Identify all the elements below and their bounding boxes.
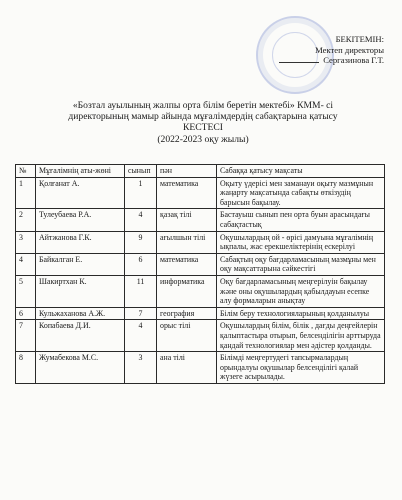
cell-teacher-name: Қолғанат А. xyxy=(36,177,125,209)
cell-class: 4 xyxy=(125,209,157,231)
approval-name: Сергазинова Г.Т. xyxy=(323,55,384,65)
table-row xyxy=(16,209,385,231)
cell-subject: информатика xyxy=(157,275,217,307)
cell-class: 4 xyxy=(125,320,157,352)
cell-teacher-name: Жумабекова М.С. xyxy=(36,352,125,384)
cell-teacher-name: Айтжанова Г.К. xyxy=(36,231,125,253)
cell-subject: математика xyxy=(157,253,217,275)
cell-subject: ана тілі xyxy=(157,352,217,384)
cell-purpose: Сабақтың оқу бағдарламасының мазмұны мен оқу мақсаттарына сәйкестігі xyxy=(217,253,385,275)
table-row xyxy=(16,275,385,307)
table-row xyxy=(16,320,385,352)
cell-teacher-name: Байкалган Е. xyxy=(36,253,125,275)
approval-block xyxy=(279,34,384,66)
cell-purpose: Оқушылардың ой - өрісі дамуына мұғалімнің ықпалы, жас ерекшеліктерінің ескерілуі xyxy=(217,231,385,253)
cell-subject: қазақ тілі xyxy=(157,209,217,231)
cell-purpose: Білім беру технологияларының қолданылуы xyxy=(217,307,385,320)
cell-number: 3 xyxy=(16,231,36,253)
header-number: № xyxy=(16,165,36,178)
cell-subject: география xyxy=(157,307,217,320)
cell-class: 1 xyxy=(125,177,157,209)
cell-subject: ағылшын тілі xyxy=(157,231,217,253)
header-subject: пән xyxy=(157,165,217,178)
cell-purpose: Оқыту үдерісі мен заманауи оқыту мазмұнын жаңарту мақсатында сабақты өткізудің барысын бақылау. xyxy=(217,177,385,209)
cell-number: 2 xyxy=(16,209,36,231)
table-row xyxy=(16,253,385,275)
cell-teacher-name: Шакиртхан К. xyxy=(36,275,125,307)
table-header-row xyxy=(16,165,385,178)
header-class: сынып xyxy=(125,165,157,178)
cell-class: 7 xyxy=(125,307,157,320)
cell-number: 1 xyxy=(16,177,36,209)
table-row xyxy=(16,177,385,209)
cell-purpose: Оқушылардың білім, білік , дағды деңгейлерін қалыптастыра отырып, белсенділігін арттыруда қандай технологиялар мен әдістер қолданды. xyxy=(217,320,385,352)
document-title xyxy=(20,100,386,145)
cell-number: 6 xyxy=(16,307,36,320)
cell-number: 5 xyxy=(16,275,36,307)
signature-line xyxy=(279,62,319,63)
table-row xyxy=(16,352,385,384)
cell-purpose: Бастауыш сынып пен орта буын арасындағы сабақтастық xyxy=(217,209,385,231)
cell-teacher-name: Кульжаханова А.Ж. xyxy=(36,307,125,320)
title-line-2: директорының мамыр айында мұғалімдердің сабақтарына қатысу xyxy=(68,111,338,123)
cell-class: 6 xyxy=(125,253,157,275)
cell-class: 9 xyxy=(125,231,157,253)
cell-number: 8 xyxy=(16,352,36,384)
header-teacher-name: Мұғалімнің аты-жөні xyxy=(36,165,125,178)
title-line-3: КЕСТЕСІ xyxy=(183,122,223,134)
title-line-1: «Бозтал ауылының жалпы орта білім беретін мектебі» КММ- сі xyxy=(72,100,334,111)
cell-subject: математика xyxy=(157,177,217,209)
cell-purpose: Оқу бағдарламасының меңгерілуін бақылау және оны оқушылардың қабылдауын есепке алу формаларын анықтау xyxy=(217,275,385,307)
approval-position: Мектеп директоры xyxy=(315,44,384,55)
approval-heading: БЕКІТЕМІН: xyxy=(335,34,384,44)
cell-purpose: Білімді меңгертудегі тапсырмалардың орындалуы оқушылар белсенділігі қалай жүзеге асырылады. xyxy=(217,352,385,384)
table-row xyxy=(16,231,385,253)
title-line-4: (2022-2023 оқу жылы) xyxy=(157,133,249,145)
cell-number: 4 xyxy=(16,253,36,275)
cell-teacher-name: Тулеубаева Р.А. xyxy=(36,209,125,231)
schedule-table xyxy=(15,164,385,384)
header-purpose: Сабаққа қатысу мақсаты xyxy=(217,165,385,178)
table-row xyxy=(16,307,385,320)
cell-number: 7 xyxy=(16,320,36,352)
cell-class: 11 xyxy=(125,275,157,307)
cell-subject: орыс тілі xyxy=(157,320,217,352)
cell-class: 3 xyxy=(125,352,157,384)
cell-teacher-name: Копабаева Д.И. xyxy=(36,320,125,352)
